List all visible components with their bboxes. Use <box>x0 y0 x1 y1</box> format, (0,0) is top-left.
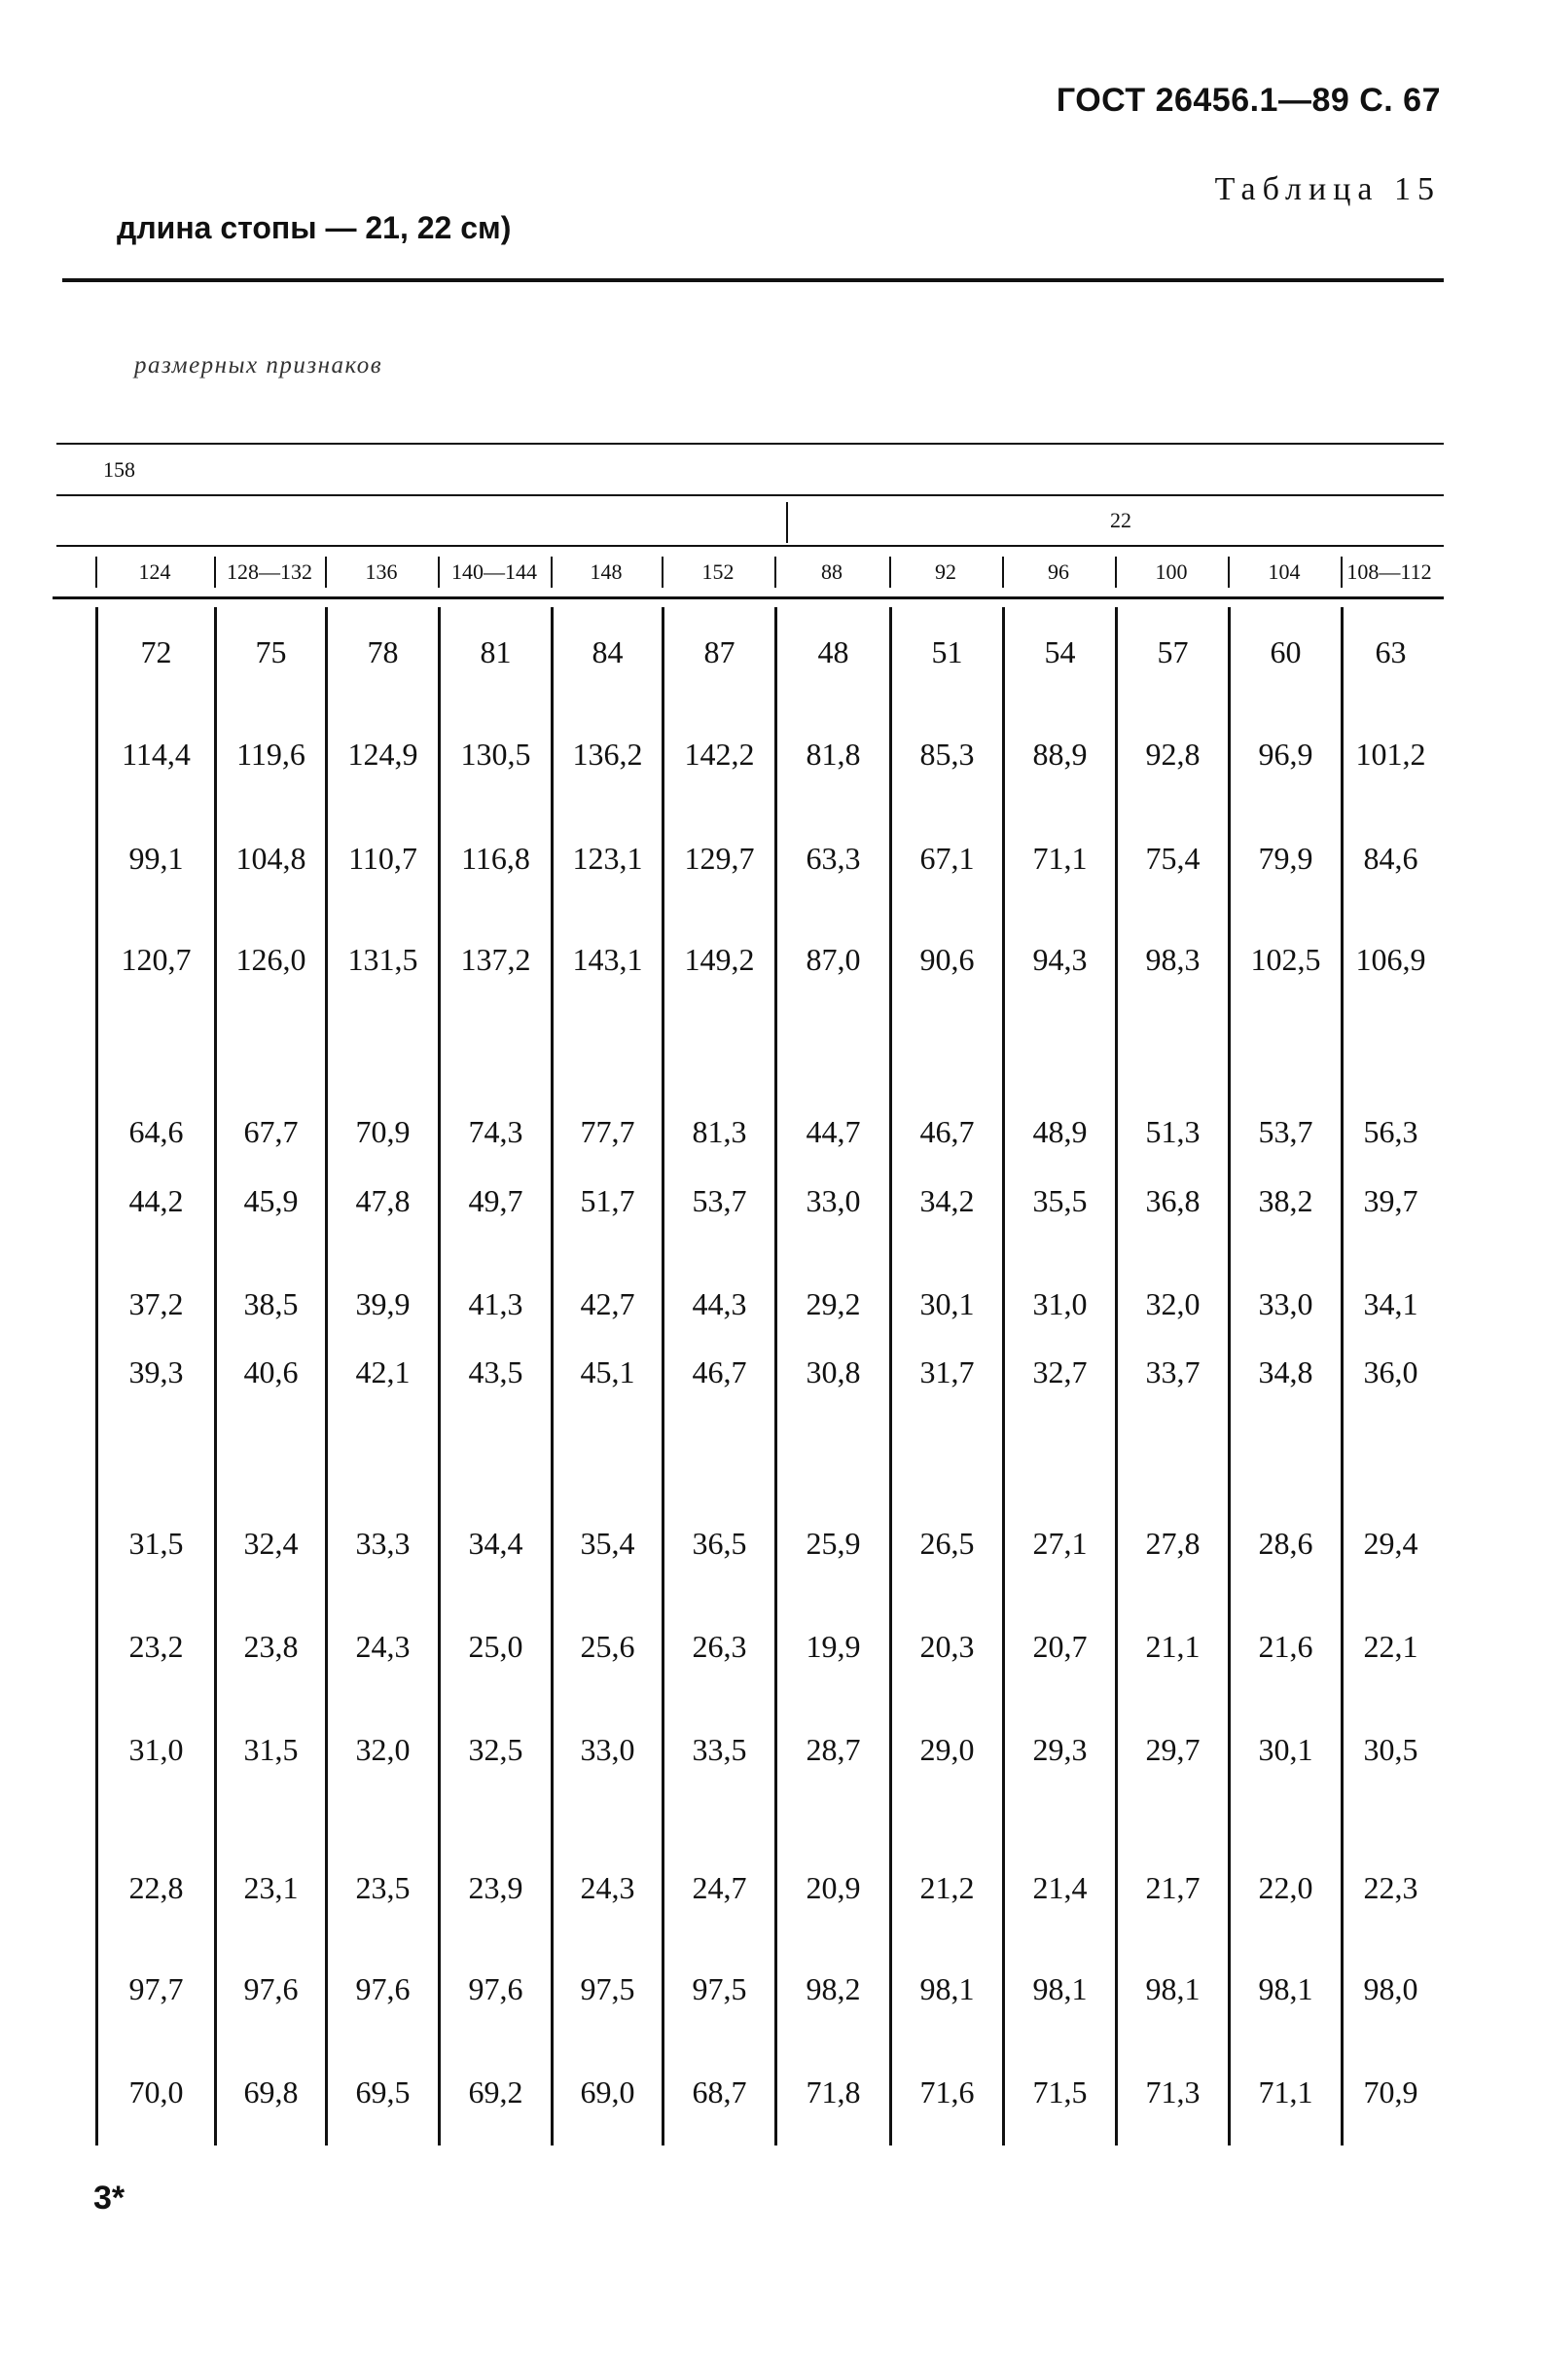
table-cell: 71,5 <box>1032 2074 1088 2110</box>
table-cell: 32,7 <box>1032 1354 1088 1389</box>
column-header: 136 <box>365 559 398 584</box>
column-header: 152 <box>701 559 735 584</box>
table-cell: 98,3 <box>1145 942 1201 977</box>
table-cell: 21,1 <box>1145 1629 1201 1664</box>
table-cell: 29,7 <box>1145 1732 1201 1767</box>
column-header: 88 <box>821 559 843 584</box>
table-cell: 142,2 <box>684 737 755 772</box>
table-cell: 21,6 <box>1258 1629 1313 1664</box>
table-cell: 64,6 <box>128 1114 184 1149</box>
column-header-divider <box>774 557 776 588</box>
column-header: 124 <box>138 559 171 584</box>
table-cell: 44,7 <box>806 1114 861 1149</box>
table-cell: 33,7 <box>1145 1354 1201 1389</box>
table-cell: 29,4 <box>1363 1526 1418 1561</box>
table-cell: 79,9 <box>1258 841 1313 876</box>
column-header-divider <box>1002 557 1004 588</box>
table-cell: 26,3 <box>692 1629 747 1664</box>
table-cell: 21,4 <box>1032 1870 1088 1905</box>
table-cell: 94,3 <box>1032 942 1088 977</box>
table-cell: 87,0 <box>806 942 861 977</box>
table-cell: 25,6 <box>580 1629 635 1664</box>
table-cell: 137,2 <box>460 942 531 977</box>
table-cell: 67,7 <box>243 1114 299 1149</box>
table-cell: 119,6 <box>236 737 305 772</box>
table-cell: 23,8 <box>243 1629 299 1664</box>
document-reference: ГОСТ 26456.1—89 С. 67 <box>1056 82 1441 119</box>
table-cell: 23,1 <box>243 1870 299 1905</box>
table-cell: 71,6 <box>919 2074 975 2110</box>
table-cell: 20,7 <box>1032 1629 1088 1664</box>
table-cell: 34,4 <box>468 1526 523 1561</box>
table-cell: 25,9 <box>806 1526 861 1561</box>
table-cell: 102,5 <box>1250 942 1321 977</box>
table-cell: 98,1 <box>919 1971 975 2006</box>
column-header-divider <box>214 557 216 588</box>
table-cell: 45,1 <box>580 1354 635 1389</box>
table-cell: 99,1 <box>128 841 184 876</box>
table-cell: 63 <box>1375 634 1407 669</box>
table-cell: 69,0 <box>580 2074 635 2110</box>
table-cell: 63,3 <box>806 841 861 876</box>
column-header: 100 <box>1155 559 1188 584</box>
table-cell: 48 <box>817 634 849 669</box>
table-cell: 75 <box>255 634 287 669</box>
table-cell: 31,7 <box>919 1354 975 1389</box>
table-cell: 22,1 <box>1363 1629 1418 1664</box>
table-cell: 123,1 <box>572 841 643 876</box>
table-cell: 40,6 <box>243 1354 299 1389</box>
table-cell: 32,4 <box>243 1526 299 1561</box>
table-cell: 30,1 <box>1258 1732 1313 1767</box>
table-cell: 56,3 <box>1363 1114 1418 1149</box>
table-cell: 28,6 <box>1258 1526 1313 1561</box>
table-cell: 77,7 <box>580 1114 635 1149</box>
table-cell: 53,7 <box>1258 1114 1313 1149</box>
column-header-divider <box>1341 557 1343 588</box>
table-cell: 26,5 <box>919 1526 975 1561</box>
table-cell: 69,5 <box>355 2074 411 2110</box>
table-cell: 97,6 <box>243 1971 299 2006</box>
table-cell: 60 <box>1270 634 1302 669</box>
table-cell: 24,3 <box>355 1629 411 1664</box>
table-cell: 30,5 <box>1363 1732 1418 1767</box>
group-rule-2 <box>56 545 1444 547</box>
table-cell: 36,8 <box>1145 1183 1201 1218</box>
table-cell: 33,0 <box>580 1732 635 1767</box>
table-cell: 48,9 <box>1032 1114 1088 1149</box>
table-cell: 25,0 <box>468 1629 523 1664</box>
table-cell: 33,0 <box>1258 1286 1313 1321</box>
column-header-divider <box>662 557 663 588</box>
column-header: 108—112 <box>1346 559 1432 584</box>
table-cell: 51 <box>931 634 963 669</box>
table-cell: 97,6 <box>355 1971 411 2006</box>
table-cell: 34,8 <box>1258 1354 1313 1389</box>
group-rule-1 <box>56 494 1444 496</box>
table-cell: 143,1 <box>572 942 643 977</box>
table-cell: 120,7 <box>121 942 192 977</box>
table-cell: 31,0 <box>1032 1286 1088 1321</box>
table-cell: 68,7 <box>692 2074 747 2110</box>
table-cell: 130,5 <box>460 737 531 772</box>
table-cell: 23,5 <box>355 1870 411 1905</box>
table-cell: 35,4 <box>580 1526 635 1561</box>
table-cell: 129,7 <box>684 841 755 876</box>
table-cell: 114,4 <box>122 737 191 772</box>
table-cell: 53,7 <box>692 1183 747 1218</box>
table-cell: 21,2 <box>919 1870 975 1905</box>
column-header-divider <box>551 557 553 588</box>
column-header-divider <box>438 557 440 588</box>
table-cell: 71,3 <box>1145 2074 1201 2110</box>
table-cell: 20,9 <box>806 1870 861 1905</box>
table-cell: 30,1 <box>919 1286 975 1321</box>
column-header-divider <box>95 557 97 588</box>
table-cell: 97,7 <box>128 1971 184 2006</box>
table-cell: 70,0 <box>128 2074 184 2110</box>
table-cell: 29,0 <box>919 1732 975 1767</box>
table-cell: 31,5 <box>243 1732 299 1767</box>
table-cell: 97,6 <box>468 1971 523 2006</box>
table-cell: 69,8 <box>243 2074 299 2110</box>
table-cell: 33,0 <box>806 1183 861 1218</box>
table-top-rule <box>56 443 1444 445</box>
table-cell: 29,2 <box>806 1286 861 1321</box>
group-header-158: 158 <box>103 457 135 482</box>
table-cell: 87 <box>703 634 735 669</box>
column-header: 140—144 <box>451 559 537 584</box>
table-cell: 22,3 <box>1363 1870 1418 1905</box>
header-rule <box>62 278 1444 282</box>
table-cell: 131,5 <box>347 942 418 977</box>
column-header-divider <box>325 557 327 588</box>
column-header: 104 <box>1268 559 1301 584</box>
table-cell: 44,3 <box>692 1286 747 1321</box>
group-header-22: 22 <box>1110 508 1131 532</box>
column-header: 128—132 <box>227 559 312 584</box>
table-cell: 98,2 <box>806 1971 861 2006</box>
table-cell: 34,1 <box>1363 1286 1418 1321</box>
table-cell: 22,8 <box>128 1870 184 1905</box>
table-cell: 28,7 <box>806 1732 861 1767</box>
table-cell: 41,3 <box>468 1286 523 1321</box>
table-cell: 98,1 <box>1032 1971 1088 2006</box>
table-cell: 27,8 <box>1145 1526 1201 1561</box>
table-cell: 71,8 <box>806 2074 861 2110</box>
table-cell: 71,1 <box>1032 841 1088 876</box>
table-cell: 98,0 <box>1363 1971 1418 2006</box>
table-cell: 39,7 <box>1363 1183 1418 1218</box>
table-cell: 75,4 <box>1145 841 1201 876</box>
table-label: Таблица 15 <box>1214 171 1441 207</box>
column-header: 96 <box>1048 559 1069 584</box>
table-cell: 67,1 <box>919 841 975 876</box>
table-cell: 70,9 <box>355 1114 411 1149</box>
table-cell: 35,5 <box>1032 1183 1088 1218</box>
table-cell: 51,7 <box>580 1183 635 1218</box>
table-cell: 88,9 <box>1032 737 1088 772</box>
table-cell: 42,1 <box>355 1354 411 1389</box>
table-cell: 23,2 <box>128 1629 184 1664</box>
table-cell: 101,2 <box>1355 737 1426 772</box>
table-cell: 37,2 <box>128 1286 184 1321</box>
table-cell: 57 <box>1157 634 1189 669</box>
table-cell: 78 <box>367 634 399 669</box>
table-cell: 81,3 <box>692 1114 747 1149</box>
table-cell: 32,0 <box>355 1732 411 1767</box>
table-cell: 30,8 <box>806 1354 861 1389</box>
table-cell: 69,2 <box>468 2074 523 2110</box>
table-cell: 116,8 <box>461 841 530 876</box>
table-cell: 74,3 <box>468 1114 523 1149</box>
column-header-divider <box>1228 557 1230 588</box>
table-cell: 84,6 <box>1363 841 1418 876</box>
table-cell: 24,3 <box>580 1870 635 1905</box>
table-cell: 90,6 <box>919 942 975 977</box>
table-cell: 85,3 <box>919 737 975 772</box>
table-cell: 51,3 <box>1145 1114 1201 1149</box>
section-label: размерных признаков <box>134 352 383 379</box>
table-cell: 84 <box>592 634 624 669</box>
table-cell: 39,3 <box>128 1354 184 1389</box>
table-cell: 46,7 <box>692 1354 747 1389</box>
table-cell: 49,7 <box>468 1183 523 1218</box>
table-cell: 97,5 <box>580 1971 635 2006</box>
table-cell: 24,7 <box>692 1870 747 1905</box>
table-cell: 104,8 <box>235 841 306 876</box>
table-cell: 97,5 <box>692 1971 747 2006</box>
table-cell: 31,5 <box>128 1526 184 1561</box>
table-cell: 54 <box>1044 634 1076 669</box>
table-cell: 47,8 <box>355 1183 411 1218</box>
table-cell: 36,5 <box>692 1526 747 1561</box>
table-cell: 98,1 <box>1258 1971 1313 2006</box>
table-cell: 149,2 <box>684 942 755 977</box>
table-cell: 126,0 <box>235 942 306 977</box>
footnote: 3* <box>93 2180 126 2217</box>
table-cell: 34,2 <box>919 1183 975 1218</box>
table-cell: 72 <box>140 634 172 669</box>
table-cell: 106,9 <box>1355 942 1426 977</box>
column-header-divider <box>889 557 891 588</box>
table-cell: 136,2 <box>572 737 643 772</box>
table-cell: 43,5 <box>468 1354 523 1389</box>
table-cell: 23,9 <box>468 1870 523 1905</box>
column-header: 92 <box>935 559 956 584</box>
table-cell: 21,7 <box>1145 1870 1201 1905</box>
table-cell: 20,3 <box>919 1629 975 1664</box>
column-header-divider <box>1115 557 1117 588</box>
table-cell: 96,9 <box>1258 737 1313 772</box>
table-cell: 29,3 <box>1032 1732 1088 1767</box>
column-header-rule <box>53 596 1444 599</box>
table-subtitle: длина стопы — 21, 22 см) <box>117 210 512 245</box>
column-header: 148 <box>590 559 623 584</box>
table-cell: 92,8 <box>1145 737 1201 772</box>
table-cell: 27,1 <box>1032 1526 1088 1561</box>
table-cell: 42,7 <box>580 1286 635 1321</box>
table-cell: 31,0 <box>128 1732 184 1767</box>
table-cell: 19,9 <box>806 1629 861 1664</box>
table-cell: 39,9 <box>355 1286 411 1321</box>
table-cell: 124,9 <box>347 737 418 772</box>
table-cell: 70,9 <box>1363 2074 1418 2110</box>
table-cell: 33,5 <box>692 1732 747 1767</box>
table-cell: 32,0 <box>1145 1286 1201 1321</box>
table-cell: 98,1 <box>1145 1971 1201 2006</box>
table-cell: 44,2 <box>128 1183 184 1218</box>
table-cell: 46,7 <box>919 1114 975 1149</box>
table-cell: 33,3 <box>355 1526 411 1561</box>
table-cell: 32,5 <box>468 1732 523 1767</box>
table-cell: 38,2 <box>1258 1183 1313 1218</box>
group-divider <box>786 502 788 543</box>
table-cell: 36,0 <box>1363 1354 1418 1389</box>
table-cell: 81,8 <box>806 737 861 772</box>
table-cell: 45,9 <box>243 1183 299 1218</box>
table-cell: 71,1 <box>1258 2074 1313 2110</box>
table-cell: 22,0 <box>1258 1870 1313 1905</box>
table-cell: 81 <box>480 634 512 669</box>
table-cell: 38,5 <box>243 1286 299 1321</box>
table-cell: 110,7 <box>348 841 417 876</box>
